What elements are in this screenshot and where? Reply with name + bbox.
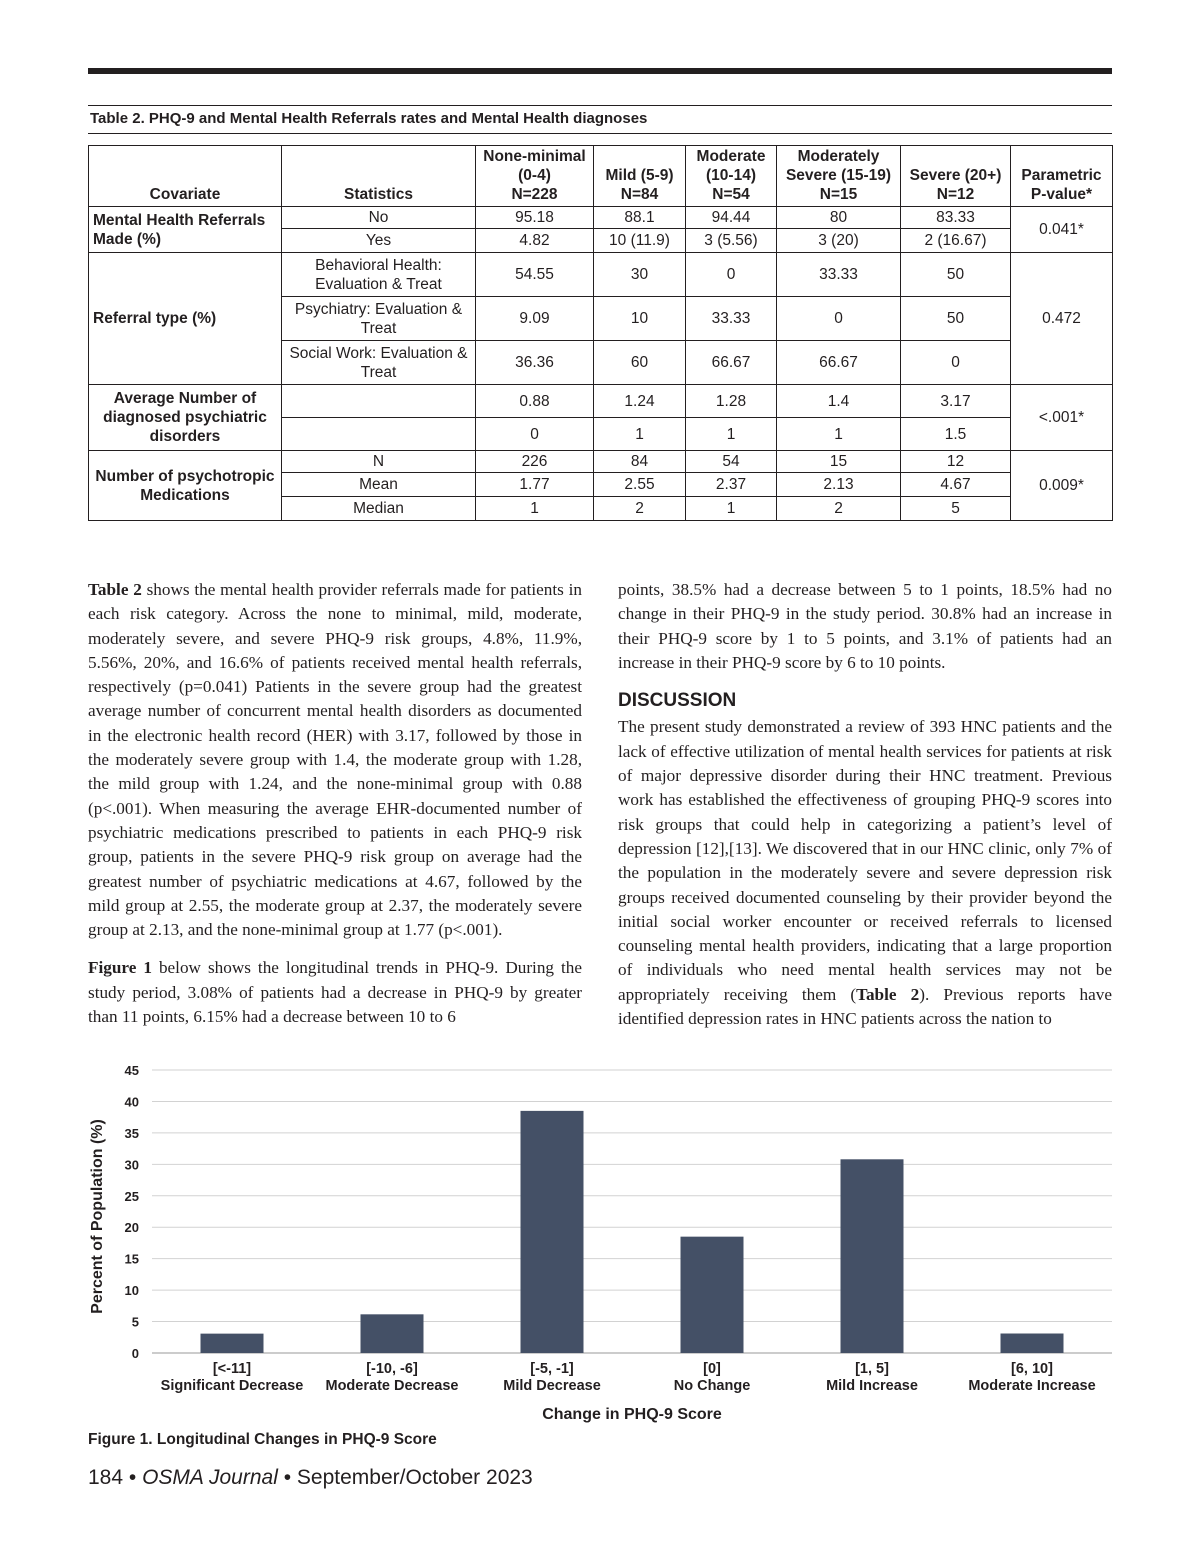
x-tick-label: Moderate Decrease	[325, 1378, 459, 1394]
table-row	[89, 207, 1113, 229]
statistic-cell	[282, 385, 476, 418]
value-cell: 50	[901, 297, 1011, 341]
value-cell: 0	[777, 297, 901, 341]
bar	[1001, 1334, 1064, 1353]
ref-table-2: Table 2	[856, 984, 920, 1004]
page-footer	[88, 1466, 533, 1490]
table-row	[89, 253, 1113, 297]
table-header-cell	[476, 146, 594, 207]
statistic-cell: Yes	[282, 229, 476, 253]
x-tick-label: [<-11]	[212, 1361, 252, 1377]
header-line: N=54	[712, 186, 750, 203]
ref-figure-1: Figure 1	[88, 958, 152, 978]
header-line: (0-4)	[518, 167, 551, 184]
p-value-cell: 0.041*	[1011, 207, 1113, 253]
table-header-row	[89, 146, 1113, 207]
header-line: None-minimal	[483, 148, 586, 165]
paragraph-figure1-summary	[88, 956, 582, 1029]
value-cell: 94.44	[686, 207, 777, 229]
statistic-cell: N	[282, 451, 476, 473]
value-cell: 36.36	[476, 341, 594, 385]
value-cell: 84	[594, 451, 686, 473]
value-cell: 2.13	[777, 473, 901, 497]
header-line: N=84	[620, 186, 659, 203]
figure-1-bar-chart	[86, 1060, 1116, 1430]
page-number: 184	[88, 1466, 124, 1489]
footer-bullet: •	[283, 1466, 292, 1489]
value-cell: 0	[901, 341, 1011, 385]
header-line: Covariate	[149, 186, 221, 203]
value-cell: 3 (5.56)	[686, 229, 777, 253]
table-header-cell	[1011, 146, 1113, 207]
table-caption-top-rule	[88, 105, 1112, 106]
bar	[201, 1334, 264, 1353]
y-tick-label: 20	[124, 1220, 139, 1236]
value-cell: 83.33	[901, 207, 1011, 229]
x-axis-title: Change in PHQ-9 Score	[542, 1406, 722, 1423]
value-cell: 1	[594, 418, 686, 451]
header-line: Severe (20+)	[909, 167, 1002, 184]
header-line: P-value*	[1030, 186, 1093, 203]
statistic-cell: No	[282, 207, 476, 229]
y-tick-label: 25	[124, 1188, 139, 1204]
table-row	[89, 451, 1113, 473]
covariate-cell: Referral type (%)	[89, 253, 282, 385]
value-cell: 54	[686, 451, 777, 473]
value-cell: 1	[476, 497, 594, 521]
figure-caption: Figure 1. Longitudinal Changes in PHQ-9 Score	[88, 1431, 437, 1448]
section-heading-discussion: DISCUSSION	[618, 690, 737, 712]
value-cell: 30	[594, 253, 686, 297]
value-cell: 2.37	[686, 473, 777, 497]
p-value-cell: 0.472	[1011, 253, 1113, 385]
value-cell: 1.28	[686, 385, 777, 418]
header-line: Severe (15-19)	[785, 167, 892, 184]
bar	[841, 1159, 904, 1353]
paragraph-discussion	[618, 715, 1112, 1031]
value-cell: 33.33	[777, 253, 901, 297]
y-tick-label: 35	[124, 1125, 139, 1141]
y-tick-label: 30	[124, 1157, 139, 1173]
covariate-cell: Number of psychotropic Medications	[89, 451, 282, 521]
paragraph-text: The present study demonstrated a review of 393 HNC patients and the lack of effective utilization of mental health services for patients at risk of major depressive disorder during their HNC treatment. Previous work has established the effectiveness of grouping PHQ-9 scores into risk groups that could help in categorizing a patient’s level of depression [12],[13]. We discovered that in our HNC clinic, only 7% of the population in the moderately severe and severe depression risk groups received documented counseling by their provider beyond the initial social worker encounter or received referrals to licensed counseling mental health providers, indicating that a large proportion of individuals who need mental health services may not be appropriately receiving them (	[618, 717, 1112, 1004]
paragraph-continued: points, 38.5% had a decrease between 5 to 1 points, 18.5% had no change in their PHQ-9 in the study period. 30.8% had an increase in their PHQ-9 score by 1 to 5 points, and 3.1% of patients had an increase in their PHQ-9 score by 6 to 10 points.	[618, 580, 1112, 672]
header-line: Statistics	[344, 186, 413, 203]
table-header-cell	[901, 146, 1011, 207]
value-cell: 0.88	[476, 385, 594, 418]
x-tick-label: Moderate Increase	[968, 1378, 1096, 1394]
table-header-cell	[686, 146, 777, 207]
value-cell: 226	[476, 451, 594, 473]
value-cell: 2 (16.67)	[901, 229, 1011, 253]
value-cell: 9.09	[476, 297, 594, 341]
statistic-cell	[282, 418, 476, 451]
p-value-cell: 0.009*	[1011, 451, 1113, 521]
value-cell: 1.24	[594, 385, 686, 418]
x-tick-label: Significant Decrease	[160, 1378, 304, 1394]
header-line: Parametric	[1021, 167, 1102, 184]
value-cell: 66.67	[686, 341, 777, 385]
paragraph-text: below shows the longitudinal trends in PHQ-9. During the study period, 3.08% of patients had a decrease in PHQ-9 by greater than 11 points, 6.15% had a decrease between 10 to 6	[88, 958, 583, 1027]
value-cell: 50	[901, 253, 1011, 297]
y-tick-label: 40	[124, 1094, 139, 1110]
value-cell: 80	[777, 207, 901, 229]
statistic-cell: Psychiatry: Evaluation & Treat	[282, 297, 476, 341]
top-rule	[88, 68, 1112, 74]
value-cell: 60	[594, 341, 686, 385]
header-line: Mild (5-9)	[605, 167, 674, 184]
journal-name: OSMA Journal	[142, 1466, 278, 1489]
value-cell: 12	[901, 451, 1011, 473]
x-tick-label: [1, 5]	[855, 1361, 889, 1377]
table-header-cell	[282, 146, 476, 207]
statistic-cell: Behavioral Health: Evaluation & Treat	[282, 253, 476, 297]
statistic-cell: Mean	[282, 473, 476, 497]
y-axis-title: Percent of Population (%)	[89, 1119, 106, 1314]
value-cell: 1	[686, 497, 777, 521]
p-value-cell: <.001*	[1011, 385, 1113, 451]
table-caption-bottom-rule	[88, 133, 1112, 134]
header-line: N=15	[819, 186, 858, 203]
table-row	[89, 385, 1113, 418]
issue-date: September/October 2023	[296, 1466, 533, 1489]
statistic-cell: Social Work: Evaluation & Treat	[282, 341, 476, 385]
value-cell: 0	[476, 418, 594, 451]
value-cell: 0	[686, 253, 777, 297]
value-cell: 33.33	[686, 297, 777, 341]
table-header-cell	[594, 146, 686, 207]
statistic-cell: Median	[282, 497, 476, 521]
y-tick-label: 45	[124, 1063, 139, 1078]
y-tick-label: 0	[131, 1346, 139, 1361]
x-tick-label: Mild Increase	[826, 1378, 918, 1394]
value-cell: 95.18	[476, 207, 594, 229]
bar	[361, 1314, 424, 1353]
x-tick-label: [-5, -1]	[530, 1361, 574, 1377]
paragraph-text: ). Previous reports have identified depression rates in HNC patients across the nation to	[618, 984, 1112, 1029]
header-line: N=228	[511, 186, 558, 203]
y-tick-label: 10	[124, 1283, 139, 1299]
header-line: Moderately	[797, 148, 880, 165]
value-cell: 1	[777, 418, 901, 451]
value-cell: 1	[686, 418, 777, 451]
value-cell: 2	[777, 497, 901, 521]
value-cell: 2.55	[594, 473, 686, 497]
table-caption: Table 2. PHQ-9 and Mental Health Referrals rates and Mental Health diagnoses	[90, 110, 648, 127]
value-cell: 2	[594, 497, 686, 521]
value-cell: 1.5	[901, 418, 1011, 451]
bar	[681, 1237, 744, 1353]
value-cell: 4.67	[901, 473, 1011, 497]
x-tick-label: Mild Decrease	[503, 1378, 601, 1394]
footer-bullet: •	[128, 1466, 137, 1489]
right-text-column	[618, 578, 1112, 1045]
x-tick-label: [-10, -6]	[366, 1361, 418, 1377]
x-tick-label: No Change	[673, 1378, 751, 1394]
table-header-cell	[89, 146, 282, 207]
value-cell: 15	[777, 451, 901, 473]
y-tick-label: 5	[131, 1314, 139, 1330]
value-cell: 88.1	[594, 207, 686, 229]
covariate-cell: Average Number of diagnosed psychiatric disorders	[89, 385, 282, 451]
value-cell: 1.77	[476, 473, 594, 497]
table-header-cell	[777, 146, 901, 207]
value-cell: 10	[594, 297, 686, 341]
table-2	[88, 145, 1113, 521]
paragraph-text: shows the mental health provider referrals made for patients in each risk category. Across the none to minimal, mild, moderate, moderately severe, and severe PHQ-9 risk groups, 4.8%, 11.9%, 5.56%, 20%, and 16.6% of patients received mental health referrals, respectively (p=0.041) Patients in the severe group had the greatest average number of concurrent mental health disorders as documented in the electronic health record (HER) with 3.17, followed by those in the moderately severe group with 1.4, the moderate group with 1.28, the mild group with 1.24, and the none-minimal group with 0.88 (p<.001). When measuring the average EHR-documented number of psychiatric medications prescribed to patients in each PHQ-9 risk group, patients in the severe PHQ-9 risk group on average had the greatest number of psychiatric medications at 4.67, followed by the mild group at 2.55, the moderate group at 2.37, the moderately severe group at 2.13, and the none-minimal group at 1.77 (p<.001).	[88, 580, 582, 940]
y-tick-label: 15	[124, 1251, 139, 1267]
x-tick-label: [0]	[703, 1361, 721, 1377]
ref-table-2: Table 2	[88, 580, 142, 599]
value-cell: 3.17	[901, 385, 1011, 418]
paragraph-table2-summary	[88, 578, 582, 942]
covariate-cell: Mental Health Referrals Made (%)	[89, 207, 282, 253]
value-cell: 3 (20)	[777, 229, 901, 253]
value-cell: 4.82	[476, 229, 594, 253]
value-cell: 10 (11.9)	[594, 229, 686, 253]
value-cell: 66.67	[777, 341, 901, 385]
value-cell: 5	[901, 497, 1011, 521]
header-line: (10-14)	[706, 167, 756, 184]
bar	[521, 1111, 584, 1353]
x-tick-label: [6, 10]	[1011, 1361, 1053, 1377]
value-cell: 54.55	[476, 253, 594, 297]
value-cell: 1.4	[777, 385, 901, 418]
left-text-column	[88, 578, 582, 1043]
header-line: Moderate	[696, 148, 766, 165]
header-line: N=12	[936, 186, 975, 203]
